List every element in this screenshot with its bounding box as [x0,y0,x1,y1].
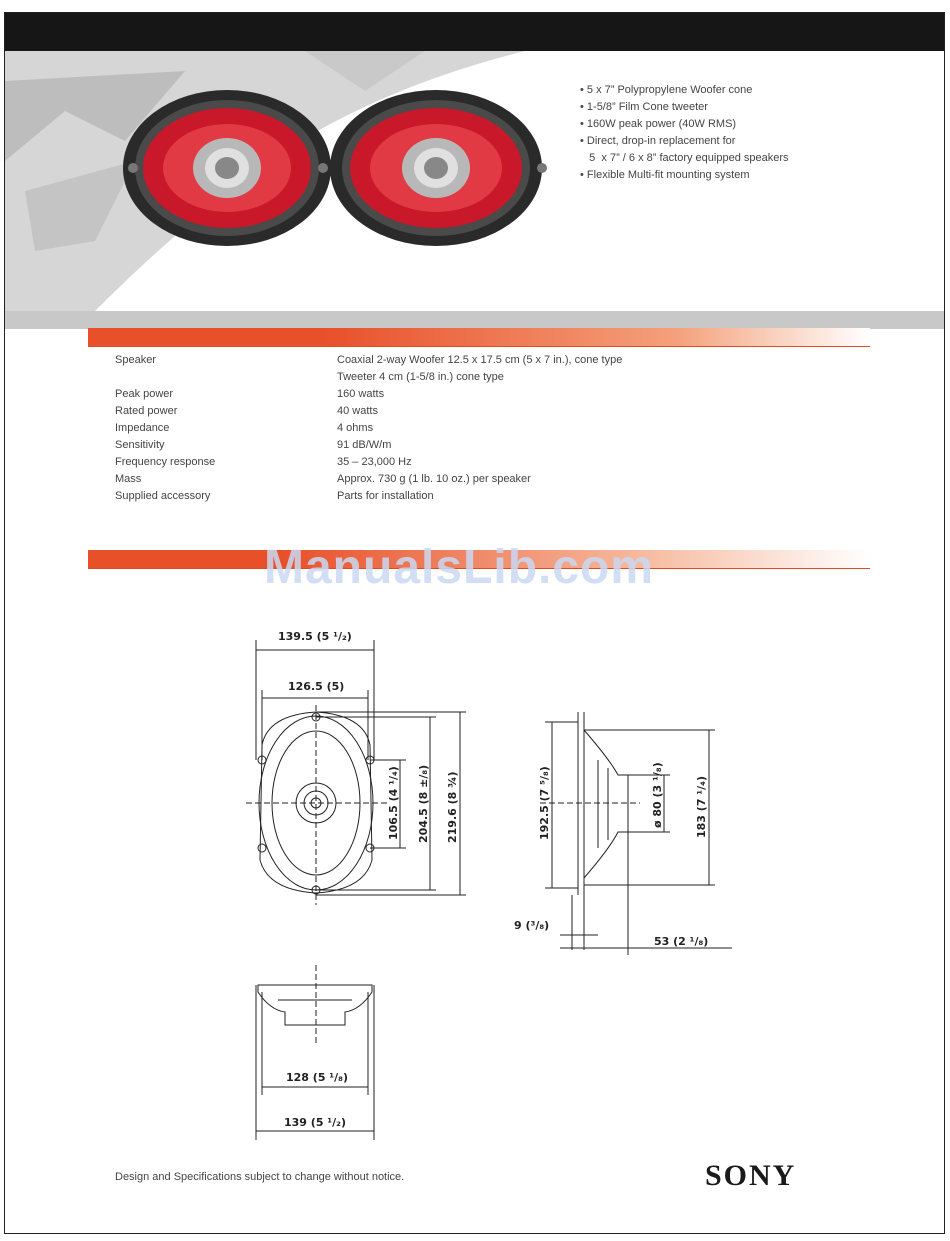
spec-row: Mass Approx. 730 g (1 lb. 10 oz.) per speaker [115,473,531,485]
dim-label-192: 192.5 (7 ⁵/₈) [538,766,551,840]
spec-row: Impedance 4 ohms [115,422,374,434]
dim-label-80: ø 80 (3 ¹/₈) [651,762,664,828]
dim-label-183: 183 (7 ¹/₄) [695,776,708,838]
spec-row: Supplied accessory Parts for installation [115,490,434,502]
feature-item: • Flexible Multi-fit mounting system [580,169,750,181]
dim-label-top-width: 139.5 (5 ¹/₂) [278,630,352,643]
dim-label-128: 128 (5 ¹/₈) [286,1071,348,1084]
footer-note: Design and Specifications subject to change without notice. [115,1171,405,1183]
dim-label-inner-width: 126.5 (5) [288,680,345,693]
spec-row: Frequency response 35 – 23,000 Hz [115,456,412,468]
dim-label-139: 139 (5 ¹/₂) [284,1116,346,1129]
dim-label-204: 204.5 (8 ±/₈) [417,764,430,843]
feature-item: • 160W peak power (40W RMS) [580,118,737,130]
spec-row: Rated power 40 watts [115,405,378,417]
spec-row: Tweeter 4 cm (1-5/8 in.) cone type [337,371,504,383]
watermark: ManualsLib.com [264,541,655,594]
feature-item: • Direct, drop-in replacement for [580,135,736,147]
sony-logo: SONY [705,1159,797,1192]
dim-label-53: 53 (2 ¹/₈) [654,935,709,948]
spec-row: Sensitivity 91 dB/W/m [115,439,392,451]
feature-item: 5 x 7” / 6 x 8” factory equipped speakers [580,152,789,164]
feature-item: • 5 x 7” Polypropylene Woofer cone [580,84,753,96]
dim-label-106: 106.5 (4 ¹/₄) [387,766,400,840]
feature-item: • 1-5/8” Film Cone tweeter [580,101,708,113]
dim-label-219: 219.6 (8 ¾) [446,771,459,843]
spec-row: Speaker Coaxial 2-way Woofer 12.5 x 17.5 cm (5 x 7 in.), cone type [115,354,623,366]
dim-label-9: 9 (³/₈) [514,919,550,932]
spec-row: Peak power 160 watts [115,388,385,400]
